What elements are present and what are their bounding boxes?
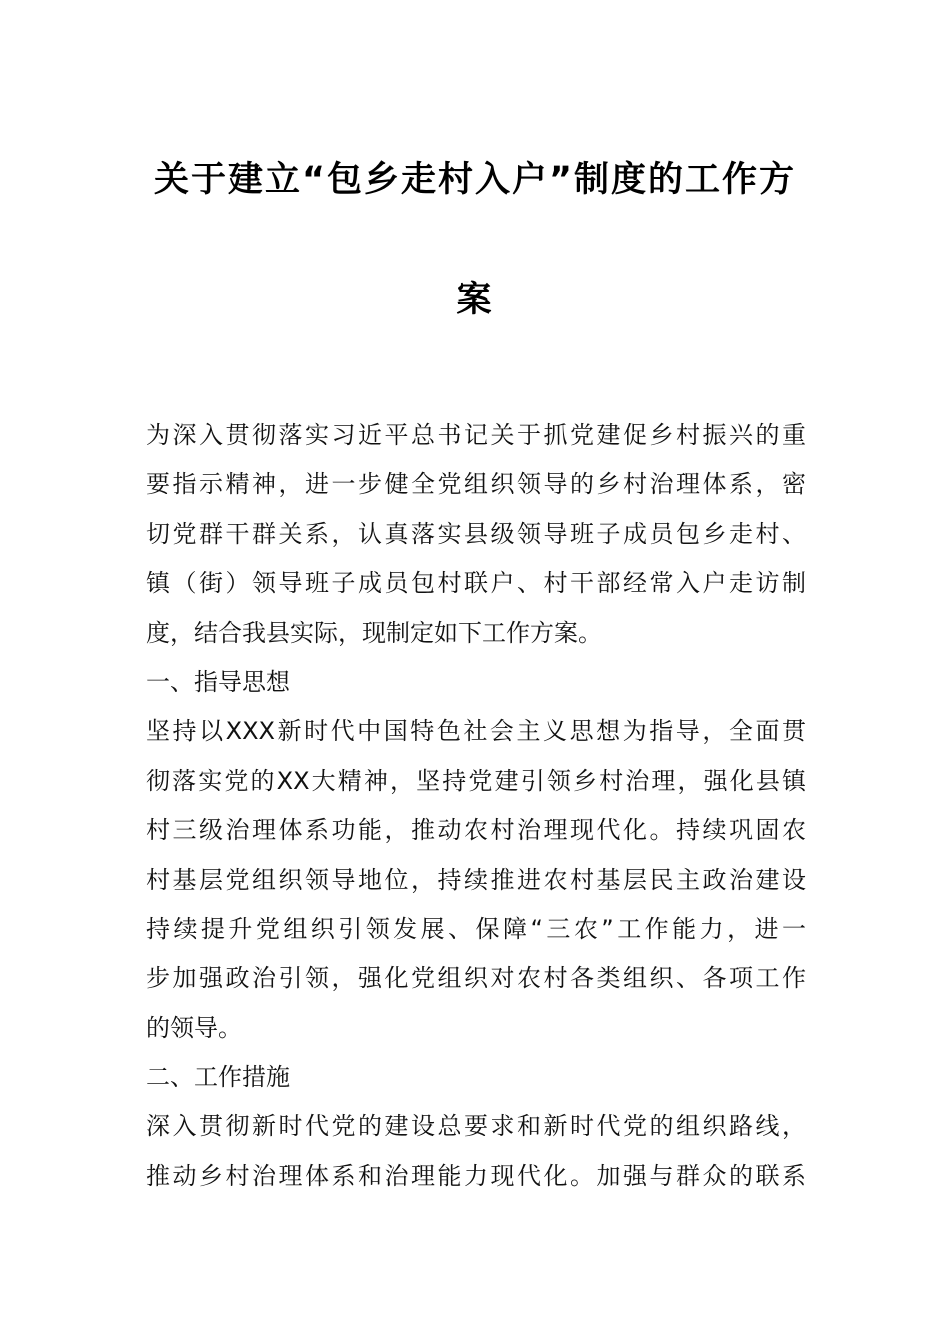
body-line: 切党群干群关系，认真落实县级领导班子成员包乡走村、 — [146, 519, 806, 548]
body-line: 度，结合我县实际，现制定如下工作方案。 — [146, 618, 602, 647]
body-line: 持续提升党组织引领发展、保障“三农”工作能力，进一 — [146, 914, 806, 943]
document-title-line-2: 案 — [456, 280, 494, 320]
body-line: 深入贯彻新时代党的建设总要求和新时代党的组织路线， — [146, 1112, 806, 1141]
body-line: 要指示精神，进一步健全党组织领导的乡村治理体系，密 — [146, 470, 806, 499]
body-line: 坚持以XXX新时代中国特色社会主义思想为指导，全面贯 — [146, 717, 806, 746]
body-line: 的领导。 — [146, 1013, 242, 1042]
document-body — [146, 411, 806, 1201]
body-line: 村基层党组织领导地位，持续推进农村基层民主政治建设 — [146, 865, 806, 894]
body-line: 推动乡村治理体系和治理能力现代化。加强与群众的联系 — [146, 1161, 806, 1190]
body-line: 步加强政治引领，强化党组织对农村各类组织、各项工作 — [146, 964, 806, 993]
body-line: 镇（街）领导班子成员包村联户、村干部经常入户走访制 — [146, 569, 806, 598]
body-line: 村三级治理体系功能，推动农村治理现代化。持续巩固农 — [146, 816, 806, 845]
section-heading-guiding-ideology: 一、指导思想 — [146, 667, 290, 696]
body-line: 彻落实党的XX大精神，坚持党建引领乡村治理，强化县镇 — [146, 766, 806, 795]
document-title-line-1: 关于建立“包乡走村入户”制度的工作方 — [153, 160, 796, 200]
body-line: 为深入贯彻落实习近平总书记关于抓党建促乡村振兴的重 — [146, 421, 806, 449]
section-heading-work-measures: 二、工作措施 — [146, 1063, 290, 1092]
